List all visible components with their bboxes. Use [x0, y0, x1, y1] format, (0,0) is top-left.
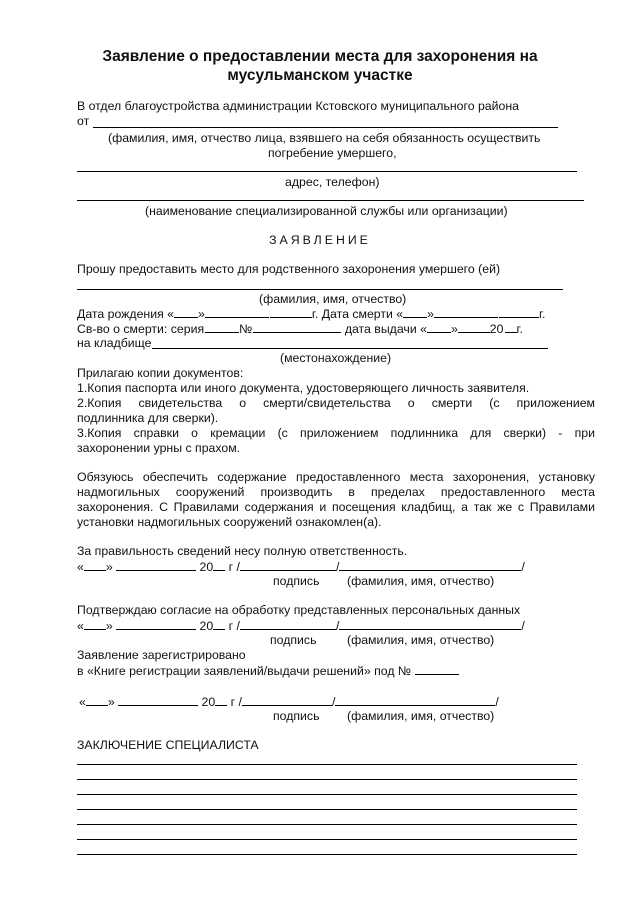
responsibility-text: За правильность сведений несу полную ответственность. — [77, 544, 408, 558]
sign2-day-field[interactable] — [84, 618, 106, 630]
sign1-name-hint: (фамилия, имя, отчество) — [347, 574, 495, 588]
from-label: от — [77, 114, 90, 128]
sign3-year-field[interactable] — [215, 694, 227, 706]
birth-date-row: Дата рождения « » г. Дата смерти « » г. — [77, 307, 546, 321]
death-year-field[interactable] — [499, 306, 539, 318]
conclusion-heading: ЗАКЛЮЧЕНИЕ СПЕЦИАЛИСТА — [77, 738, 259, 752]
obligation-line-3: захоронения. С Правилами содержания и посещения кладбищ, а так же с Правилами — [77, 500, 595, 514]
issue-date-label: дата выдачи « — [344, 322, 427, 336]
obligation-line-2: надмогильных сооружений производить в пределах предоставленного места — [77, 485, 595, 499]
sign2-signature-hint: подпись — [270, 633, 317, 647]
request-text: Прошу предоставить место для родственного захоронения умершего (ей) — [77, 262, 501, 276]
cert-number-label: № — [239, 322, 253, 336]
service-name-hint: (наименование специализированной службы или организации) — [145, 204, 508, 218]
applicant-hint-1: (фамилия, имя, отчество лица, взявшего на себя обязанность осуществить — [108, 131, 541, 145]
cemetery-label: на кладбище — [77, 336, 152, 350]
applicant-name-field[interactable] — [93, 127, 558, 128]
consent-text: Подтверждаю согласие на обработку представленных персональных данных — [77, 603, 521, 617]
birth-date-label: Дата рождения « — [77, 307, 174, 321]
attachment-item-3-line-2: захоронении урны с прахом. — [77, 441, 241, 455]
birth-month-field[interactable] — [205, 306, 269, 318]
sign2-name-field[interactable] — [339, 618, 521, 630]
cemetery-location-hint: (местонахождение) — [280, 351, 392, 365]
obligation-line-1: Обязуюсь обеспечить содержание предоставленного места захоронения, установку — [77, 470, 595, 484]
sign3-month-field[interactable] — [118, 694, 198, 706]
address-phone-field[interactable] — [77, 171, 577, 172]
death-month-field[interactable] — [434, 306, 498, 318]
death-day-field[interactable] — [403, 306, 427, 318]
attachment-item-3-line-1: 3.Копия справки о кремации (с приложением подлинника для сверки) - при — [77, 426, 595, 440]
sign1-month-field[interactable] — [116, 559, 196, 571]
sign2-signature-field[interactable] — [240, 618, 336, 630]
birth-day-field[interactable] — [174, 306, 198, 318]
registration-number-field[interactable] — [415, 663, 459, 675]
statement-heading: ЗАЯВЛЕНИЕ — [269, 233, 371, 247]
service-name-field[interactable] — [77, 200, 584, 201]
issue-day-field[interactable] — [427, 321, 451, 333]
obligation-line-4: установки надмогильных сооружений ознакомлен(а). — [77, 515, 382, 529]
deceased-name-field[interactable] — [77, 289, 563, 290]
title-line-2: мусульманском участке — [227, 67, 413, 84]
signature-row-3: « » 20 г / / / — [79, 695, 499, 709]
sign2-year-field[interactable] — [213, 618, 225, 630]
death-certificate-row: Св-во о смерти: серия № дата выдачи « » 20 г. — [77, 322, 523, 336]
sign3-day-field[interactable] — [86, 694, 108, 706]
birth-year-field[interactable] — [270, 306, 312, 318]
conclusion-line-5[interactable] — [77, 824, 577, 825]
title-line-1: Заявление о предоставлении места для захоронения на — [102, 48, 538, 65]
conclusion-line-4[interactable] — [77, 809, 577, 810]
attachment-item-2-line-2: подлинника для сверки). — [77, 411, 219, 425]
address-phone-hint: адрес, телефон) — [285, 175, 380, 189]
issue-month-field[interactable] — [458, 321, 490, 333]
addressee-text: В отдел благоустройства администрации Кстовского муниципального района — [77, 99, 519, 113]
sign3-name-field[interactable] — [335, 694, 495, 706]
conclusion-line-7[interactable] — [77, 854, 577, 855]
sign3-signature-field[interactable] — [242, 694, 332, 706]
signature-row-1: « » 20 г / / / — [77, 560, 525, 574]
conclusion-line-6[interactable] — [77, 839, 577, 840]
attachment-item-1: 1.Копия паспорта или иного документа, удостоверяющего личность заявителя. — [77, 381, 530, 395]
sign3-name-hint: (фамилия, имя, отчество) — [347, 709, 495, 723]
death-date-label: г. Дата смерти « — [311, 307, 404, 321]
applicant-hint-2: погребение умершего, — [268, 146, 397, 160]
sign2-month-field[interactable] — [116, 618, 196, 630]
sign2-name-hint: (фамилия, имя, отчество) — [347, 633, 495, 647]
sign3-signature-hint: подпись — [273, 709, 320, 723]
cemetery-field[interactable] — [152, 348, 548, 349]
deceased-name-hint: (фамилия, имя, отчество) — [259, 292, 407, 306]
issue-year-field[interactable] — [505, 321, 517, 333]
registration-line-2: в «Книге регистрации заявлений/выдачи решений» под № — [77, 663, 459, 679]
conclusion-line-1[interactable] — [77, 764, 577, 765]
cert-number-field[interactable] — [253, 321, 341, 333]
sign1-year-field[interactable] — [213, 559, 225, 571]
conclusion-line-3[interactable] — [77, 794, 577, 795]
conclusion-line-2[interactable] — [77, 779, 577, 780]
cert-series-label: Св-во о смерти: серия — [77, 322, 205, 336]
attachment-item-2-line-1: 2.Копия свидетельства о смерти/свидетельства о смерти (с приложением — [77, 396, 595, 410]
attachments-intro: Прилагаю копии документов: — [77, 366, 244, 380]
registration-line-1: Заявление зарегистрировано — [77, 648, 246, 662]
sign1-signature-hint: подпись — [273, 574, 320, 588]
signature-row-2: « » 20 г / / / — [77, 619, 525, 633]
sign1-day-field[interactable] — [84, 559, 106, 571]
sign1-signature-field[interactable] — [240, 559, 336, 571]
cert-series-field[interactable] — [205, 321, 239, 333]
sign1-name-field[interactable] — [339, 559, 521, 571]
